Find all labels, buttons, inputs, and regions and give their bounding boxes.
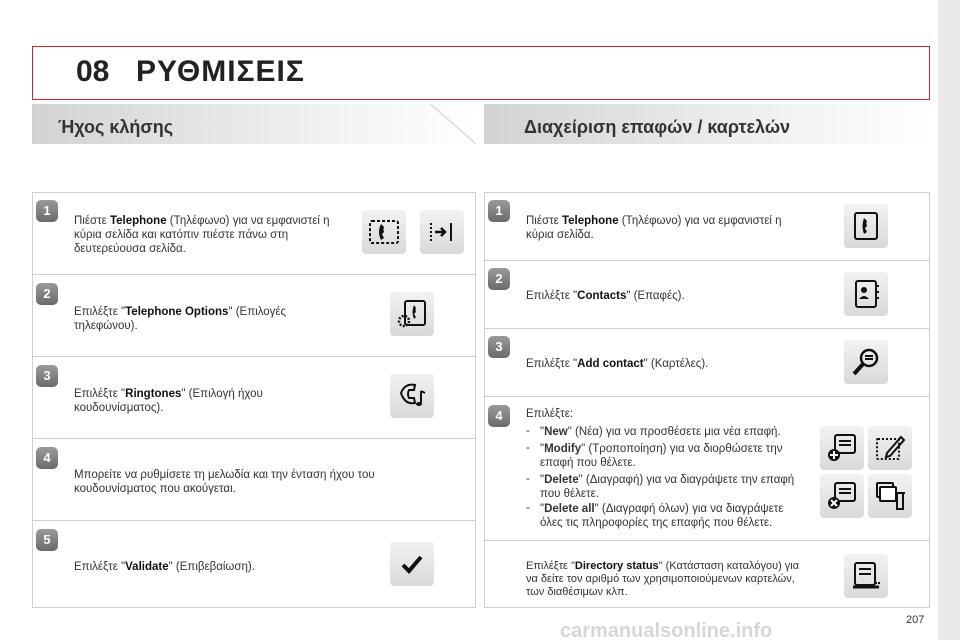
step-text: Επιλέξτε "Validate" (Επιβεβαίωση). [74,561,255,573]
left-section-title: Ήχος κλήσης [58,117,174,137]
step-number: 3 [488,336,510,358]
telephone-icon[interactable] [362,210,406,254]
telephone-icon[interactable] [844,204,888,248]
banner-divider [430,104,476,144]
bullet-dash: - [526,502,530,514]
step-text: Πιέστε Telephone (Τηλέφωνο) για να εμφανιστεί η κύρια σελίδα και κατόπιν πιέστε πάνω στη δευτερεύουσα σελίδα. [74,215,330,255]
step-text: Επιλέξτε "Add contact" (Καρτέλες). [526,358,709,370]
contacts-icon[interactable] [844,272,888,316]
row-divider [484,328,930,329]
option-new: "New" (Νέα) για να προσθέσετε μια νέα επαφή. [540,426,781,438]
bullet-dash: - [526,442,530,454]
step-intro: Επιλέξτε: [526,408,574,420]
add-contact-icon[interactable] [844,340,888,384]
ringtone-icon[interactable] [390,374,434,418]
row-divider [484,396,930,397]
step-text: Μπορείτε να ρυθμίσετε τη μελωδία και την ένταση ήχου του κουδουνίσματος που ακούγεται. [74,469,375,495]
watermark: carmanualsonline.info [560,620,773,640]
step-number: 1 [36,200,58,222]
validate-check-icon[interactable] [390,542,434,586]
row-divider [32,274,476,275]
directory-status-text: Επιλέξτε "Directory status" (Κατάσταση καταλόγου) για να δείτε τον αριθμό των χρησιμοποιούμενων καρτελών, των διαθέσιμων κλπ. [526,560,800,598]
row-divider [484,540,930,541]
step-number: 4 [36,447,58,469]
row-divider [32,438,476,439]
step-number: 2 [36,283,58,305]
page-number: 207 [906,614,925,626]
step-number: 5 [36,529,58,551]
step-text: Επιλέξτε "Contacts" (Επαφές). [526,290,685,302]
right-section-title: Διαχείριση επαφών / καρτελών [524,117,791,137]
next-page-icon[interactable] [420,210,464,254]
telephone-options-icon[interactable] [390,292,434,336]
step-number: 3 [36,365,58,387]
step-number: 1 [488,200,510,222]
option-delete: "Delete" (Διαγραφή) για να διαγράψετε την επαφή που θέλετε. [540,474,795,500]
bullet-dash: - [526,473,530,485]
step-text: Επιλέξτε "Telephone Options" (Επιλογές τηλεφώνου). [74,306,287,332]
modify-contact-icon[interactable] [868,426,912,470]
step-number: 2 [488,268,510,290]
option-modify: "Modify" (Τροποποίηση) για να διορθώσετε την επαφή που θέλετε. [540,443,783,469]
delete-all-icon[interactable] [868,474,912,518]
directory-status-icon[interactable] [844,554,888,598]
step-text: Επιλέξτε "Ringtones" (Επιλογή ήχου κουδουνίσματος). [74,388,263,414]
row-divider [32,356,476,357]
chapter-number: 08 [76,55,110,88]
page-edge-strip [938,0,960,640]
row-divider [32,520,476,521]
option-delete-all: "Delete all" (Διαγραφή όλων) για να διαγράψετε όλες τις πληροφορίες της επαφής που θέλετε. [540,503,784,529]
right-steps-panel [484,192,930,608]
row-divider [484,260,930,261]
step-number: 4 [488,405,510,427]
step-text: Πιέστε Telephone (Τηλέφωνο) για να εμφανιστεί η κύρια σελίδα. [526,215,782,241]
delete-contact-icon[interactable] [820,474,864,518]
new-contact-icon[interactable] [820,426,864,470]
bullet-dash: - [526,425,530,437]
chapter-title: ΡΥΘΜΙΣΕΙΣ [136,55,305,88]
